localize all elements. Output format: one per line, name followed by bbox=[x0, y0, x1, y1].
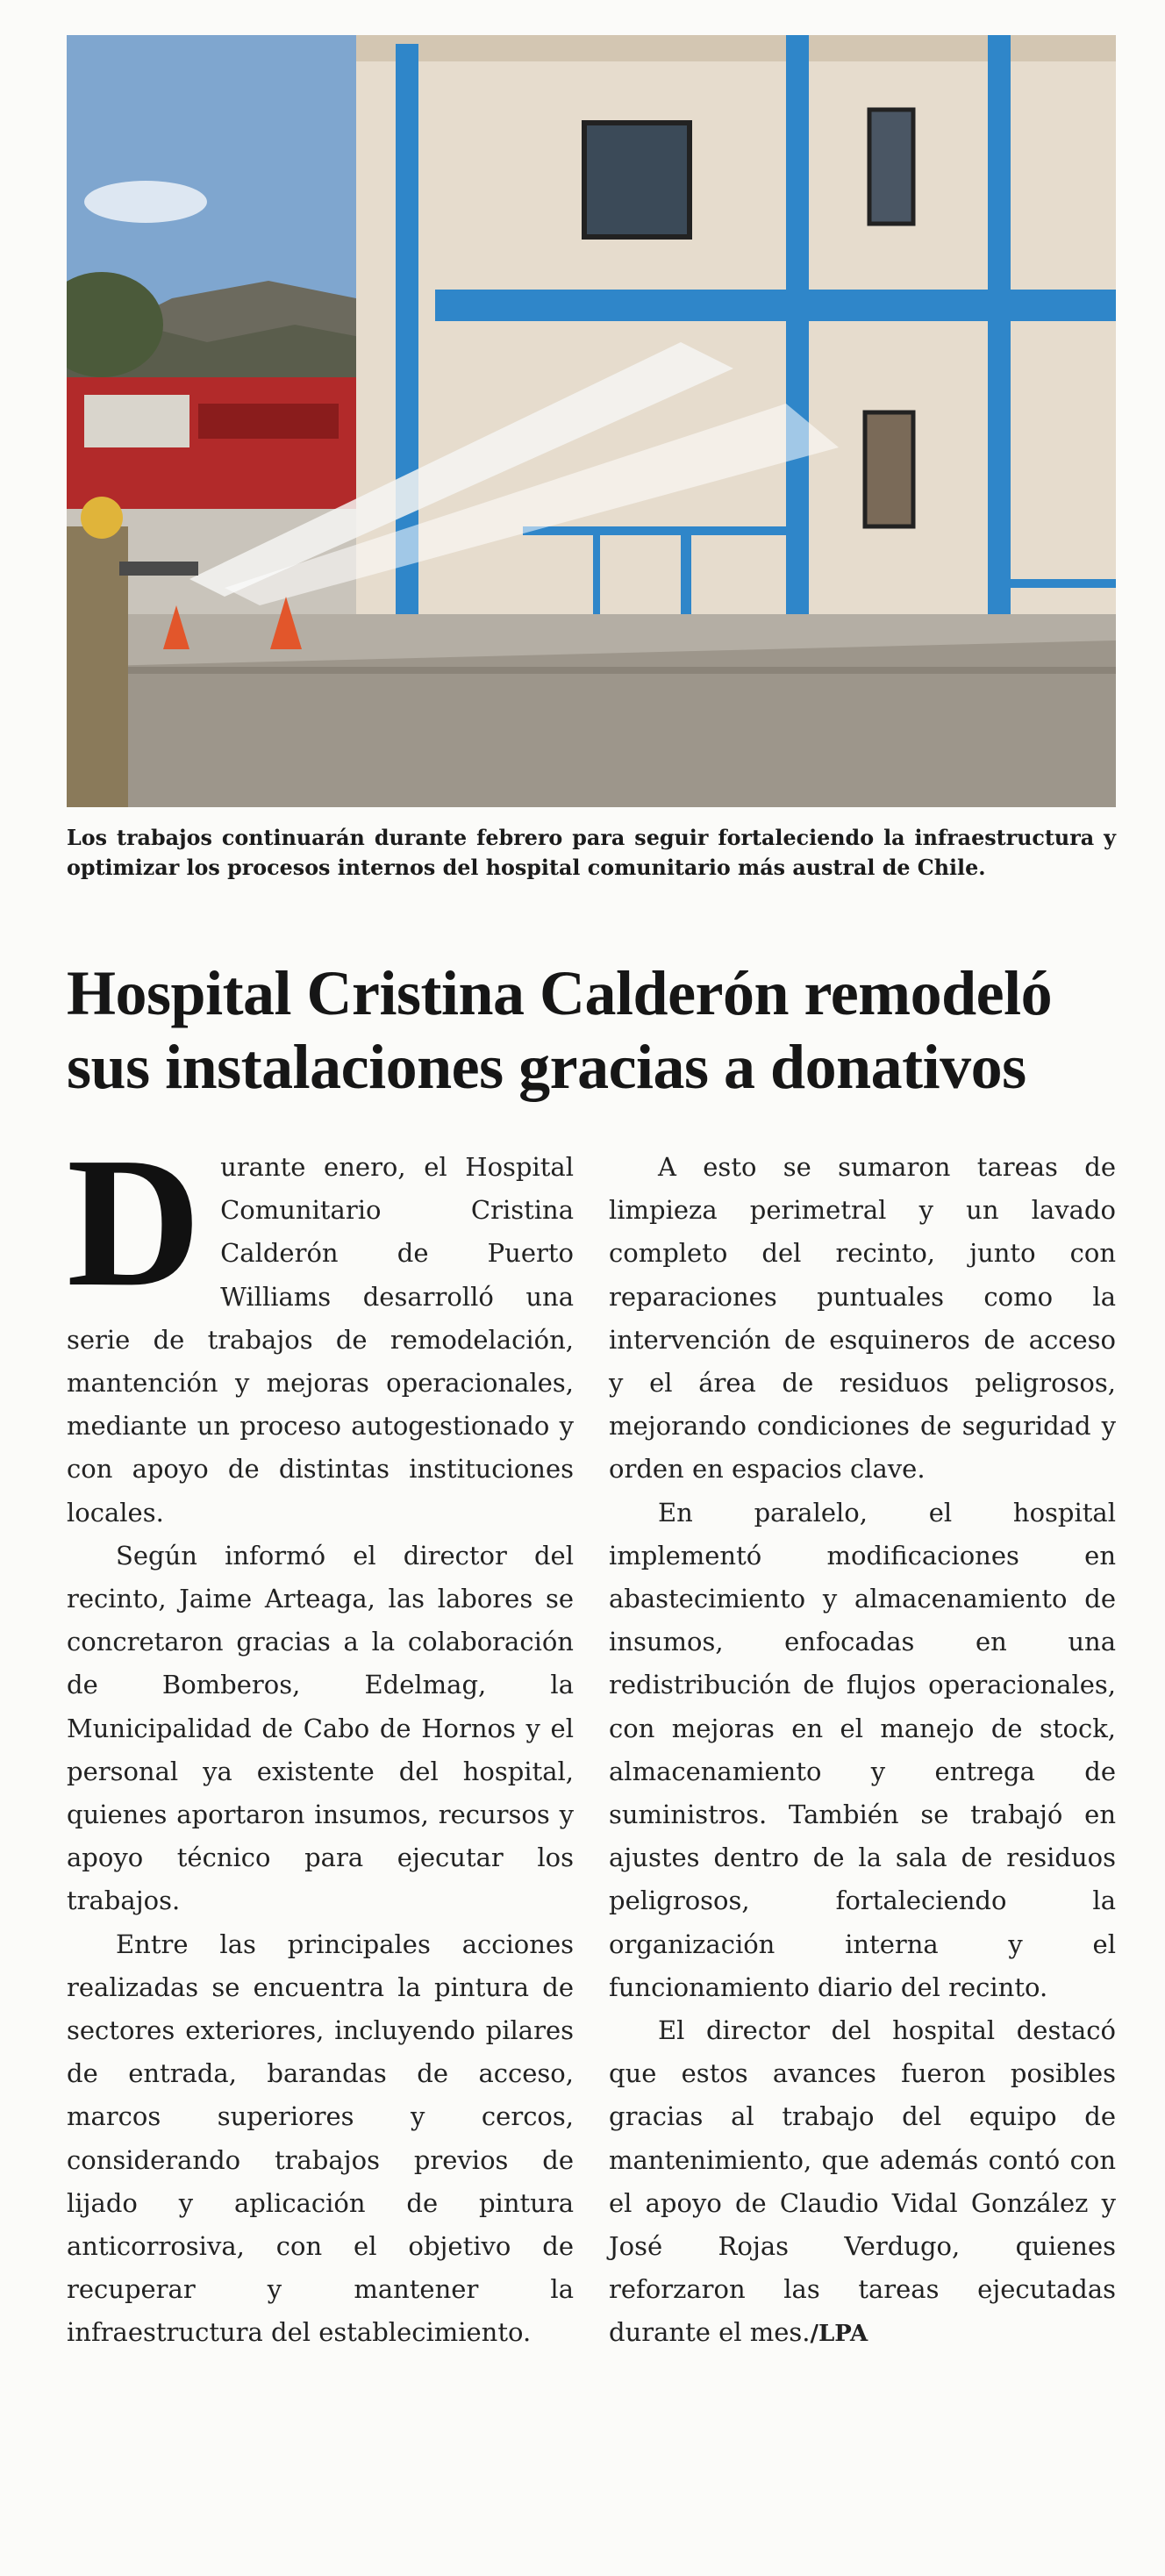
headline-line-1: Hospital Cristina Calderón remodeló bbox=[67, 958, 1053, 1028]
paragraph-text: El director del hospital destacó que estos avances fueron posibles gracias al trabajo del equipo de mantenimiento, que además contó con el apoyo de Claudio Vidal González y José Rojas Verdugo, quienes reforzaron las tareas ejecutadas durante el mes. bbox=[609, 2015, 1116, 2348]
hospital-building-photo bbox=[67, 35, 1116, 807]
paragraph: A esto se sumaron tareas de limpieza perimetral y un lavado completo del recinto, junto con reparaciones puntuales como la intervención de esquineros de acceso y el área de residuos peligrosos, mejorando condiciones de seguridad y orden en espacios clave. bbox=[609, 1152, 1116, 1485]
photo-caption: Los trabajos continuarán durante febrero para seguir fortaleciendo la infraestructura y optimizar los procesos internos del hospital comunitario más austral de Chile. bbox=[67, 826, 1116, 880]
column-left bbox=[67, 1119, 574, 2357]
paragraph bbox=[609, 2009, 1116, 2357]
headline-line-2: sus instalaciones gracias a donativos bbox=[67, 1032, 1026, 1102]
article-headline bbox=[67, 956, 1116, 1104]
column-right bbox=[609, 1146, 1116, 2357]
paragraph-text: urante enero, el Hospital Comunitario Cristina Calderón de Puerto Williams desarrolló una serie de trabajos de remodelación, mantención y mejoras operacionales, mediante un proceso autogestionado y con apoyo de distintas instituciones locales. bbox=[67, 1152, 574, 1528]
author-signature: /LPA bbox=[810, 2321, 868, 2348]
paragraph bbox=[67, 1119, 574, 1535]
paragraph: Entre las principales acciones realizadas se encuentra la pintura de sectores exteriores, incluyendo pilares de entrada, barandas de acceso, marcos superiores y cercos, considerando trabajos previos de lijado y aplicación de pintura anticorrosiva, con el objetivo de recuperar y mantener la infraestructura del establecimiento. bbox=[67, 1928, 574, 2348]
drop-cap: D bbox=[67, 1119, 202, 1325]
paragraph: En paralelo, el hospital implementó modificaciones en abastecimiento y almacenamiento de insumos, enfocadas en una redistribución de flujos operacionales, con mejoras en el manejo de stock, almacenamiento y entrega de suministros. También se trabajó en ajustes dentro de la sala de residuos peligrosos, fortaleciendo la organización interna y el funcionamiento diario del recinto. bbox=[609, 1497, 1116, 2002]
article-photo bbox=[67, 35, 1116, 807]
article-body bbox=[67, 1119, 1116, 2357]
paragraph: Según informó el director del recinto, Jaime Arteaga, las labores se concretaron gracias a la colaboración de Bomberos, Edelmag, la Municipalidad de Cabo de Hornos y el personal ya existente del hospital, quienes aportaron insumos, recursos y apoyo técnico para ejecutar los trabajos. bbox=[67, 1540, 574, 1916]
